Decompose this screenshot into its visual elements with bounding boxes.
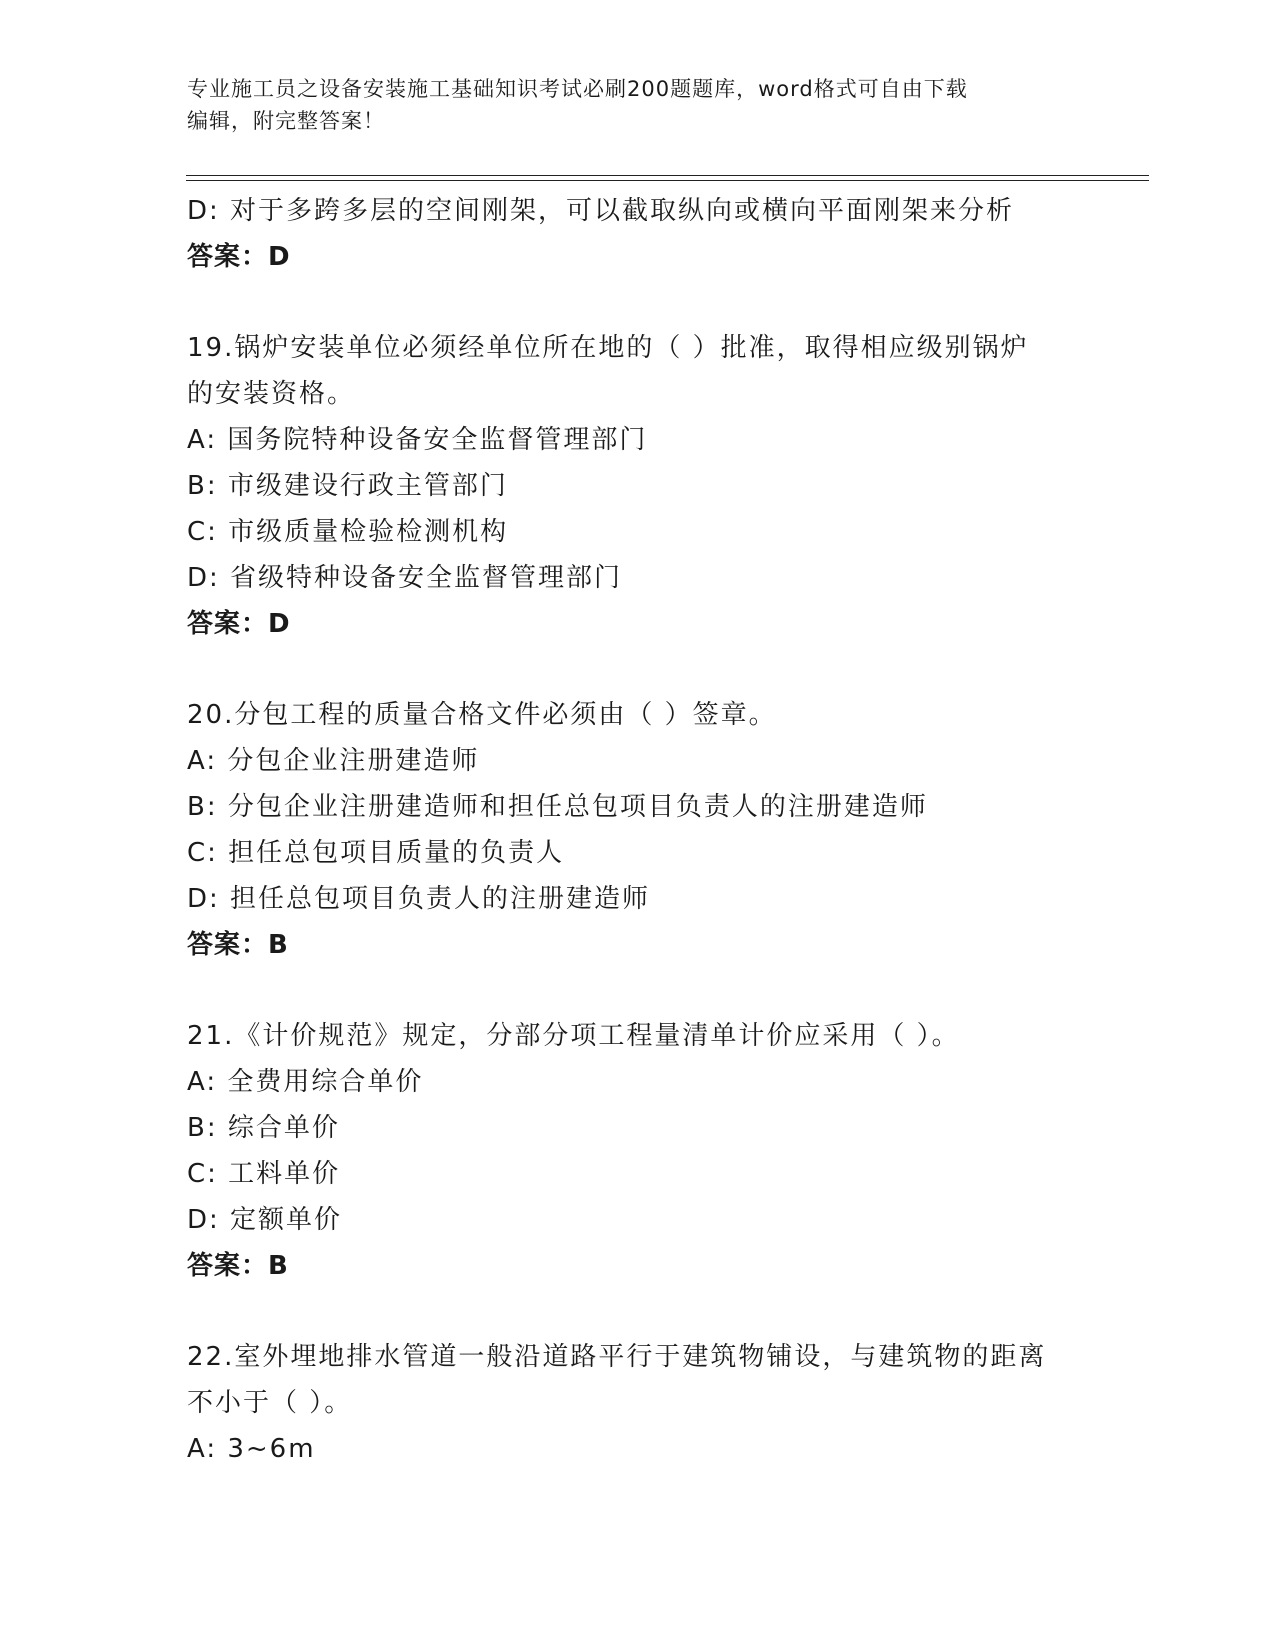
option-c: C: 市级质量检验检测机构	[187, 517, 509, 547]
question-stem-continued: 的安装资格。	[187, 379, 356, 409]
spacer	[187, 647, 1087, 692]
spacer	[187, 968, 1087, 1013]
question-stem-continued: 不小于（ ）。	[187, 1388, 353, 1418]
question-20	[187, 692, 1087, 968]
prev-question-option-d: D: 对于多跨多层的空间刚架，可以截取纵向或横向平面刚架来分析	[187, 196, 1015, 226]
option-d: D: 定额单价	[187, 1205, 343, 1235]
option-a: A: 分包企业注册建造师	[187, 746, 480, 776]
header-title-line-2: 编辑，附完整答案！	[187, 109, 385, 133]
option-b: B: 分包企业注册建造师和担任总包项目负责人的注册建造师	[187, 792, 928, 822]
question-stem: 21.《计价规范》规定，分部分项工程量清单计价应采用（ ）。	[187, 1021, 960, 1051]
option-b: B: 市级建设行政主管部门	[187, 471, 508, 501]
answer: 答案：D	[187, 609, 291, 639]
page-header	[187, 73, 1087, 137]
option-d: D: 省级特种设备安全监督管理部门	[187, 563, 623, 593]
spacer	[187, 1289, 1087, 1334]
option-b: B: 综合单价	[187, 1113, 340, 1143]
option-c: C: 担任总包项目质量的负责人	[187, 838, 565, 868]
answer: 答案：B	[187, 930, 289, 960]
question-stem: 20.分包工程的质量合格文件必须由（ ）签章。	[187, 700, 777, 730]
question-stem: 19.锅炉安装单位必须经单位所在地的（ ）批准，取得相应级别锅炉	[187, 333, 1029, 363]
option-d: D: 担任总包项目负责人的注册建造师	[187, 884, 651, 914]
question-22	[187, 1334, 1087, 1472]
question-21	[187, 1013, 1087, 1289]
option-a: A: 国务院特种设备安全监督管理部门	[187, 425, 648, 455]
spacer	[187, 280, 1087, 325]
question-19	[187, 325, 1087, 647]
question-stem: 22.室外埋地排水管道一般沿道路平行于建筑物铺设，与建筑物的距离	[187, 1342, 1047, 1372]
answer: 答案：B	[187, 1251, 289, 1281]
option-a: A: 全费用综合单价	[187, 1067, 424, 1097]
option-c: C: 工料单价	[187, 1159, 341, 1189]
document-body	[187, 188, 1087, 1472]
header-divider	[186, 175, 1149, 181]
prev-question-answer: 答案：D	[187, 242, 291, 272]
header-title-line-1: 专业施工员之设备安装施工基础知识考试必刷200题题库，word格式可自由下载	[187, 77, 968, 101]
option-a: A: 3~6m	[187, 1434, 316, 1464]
